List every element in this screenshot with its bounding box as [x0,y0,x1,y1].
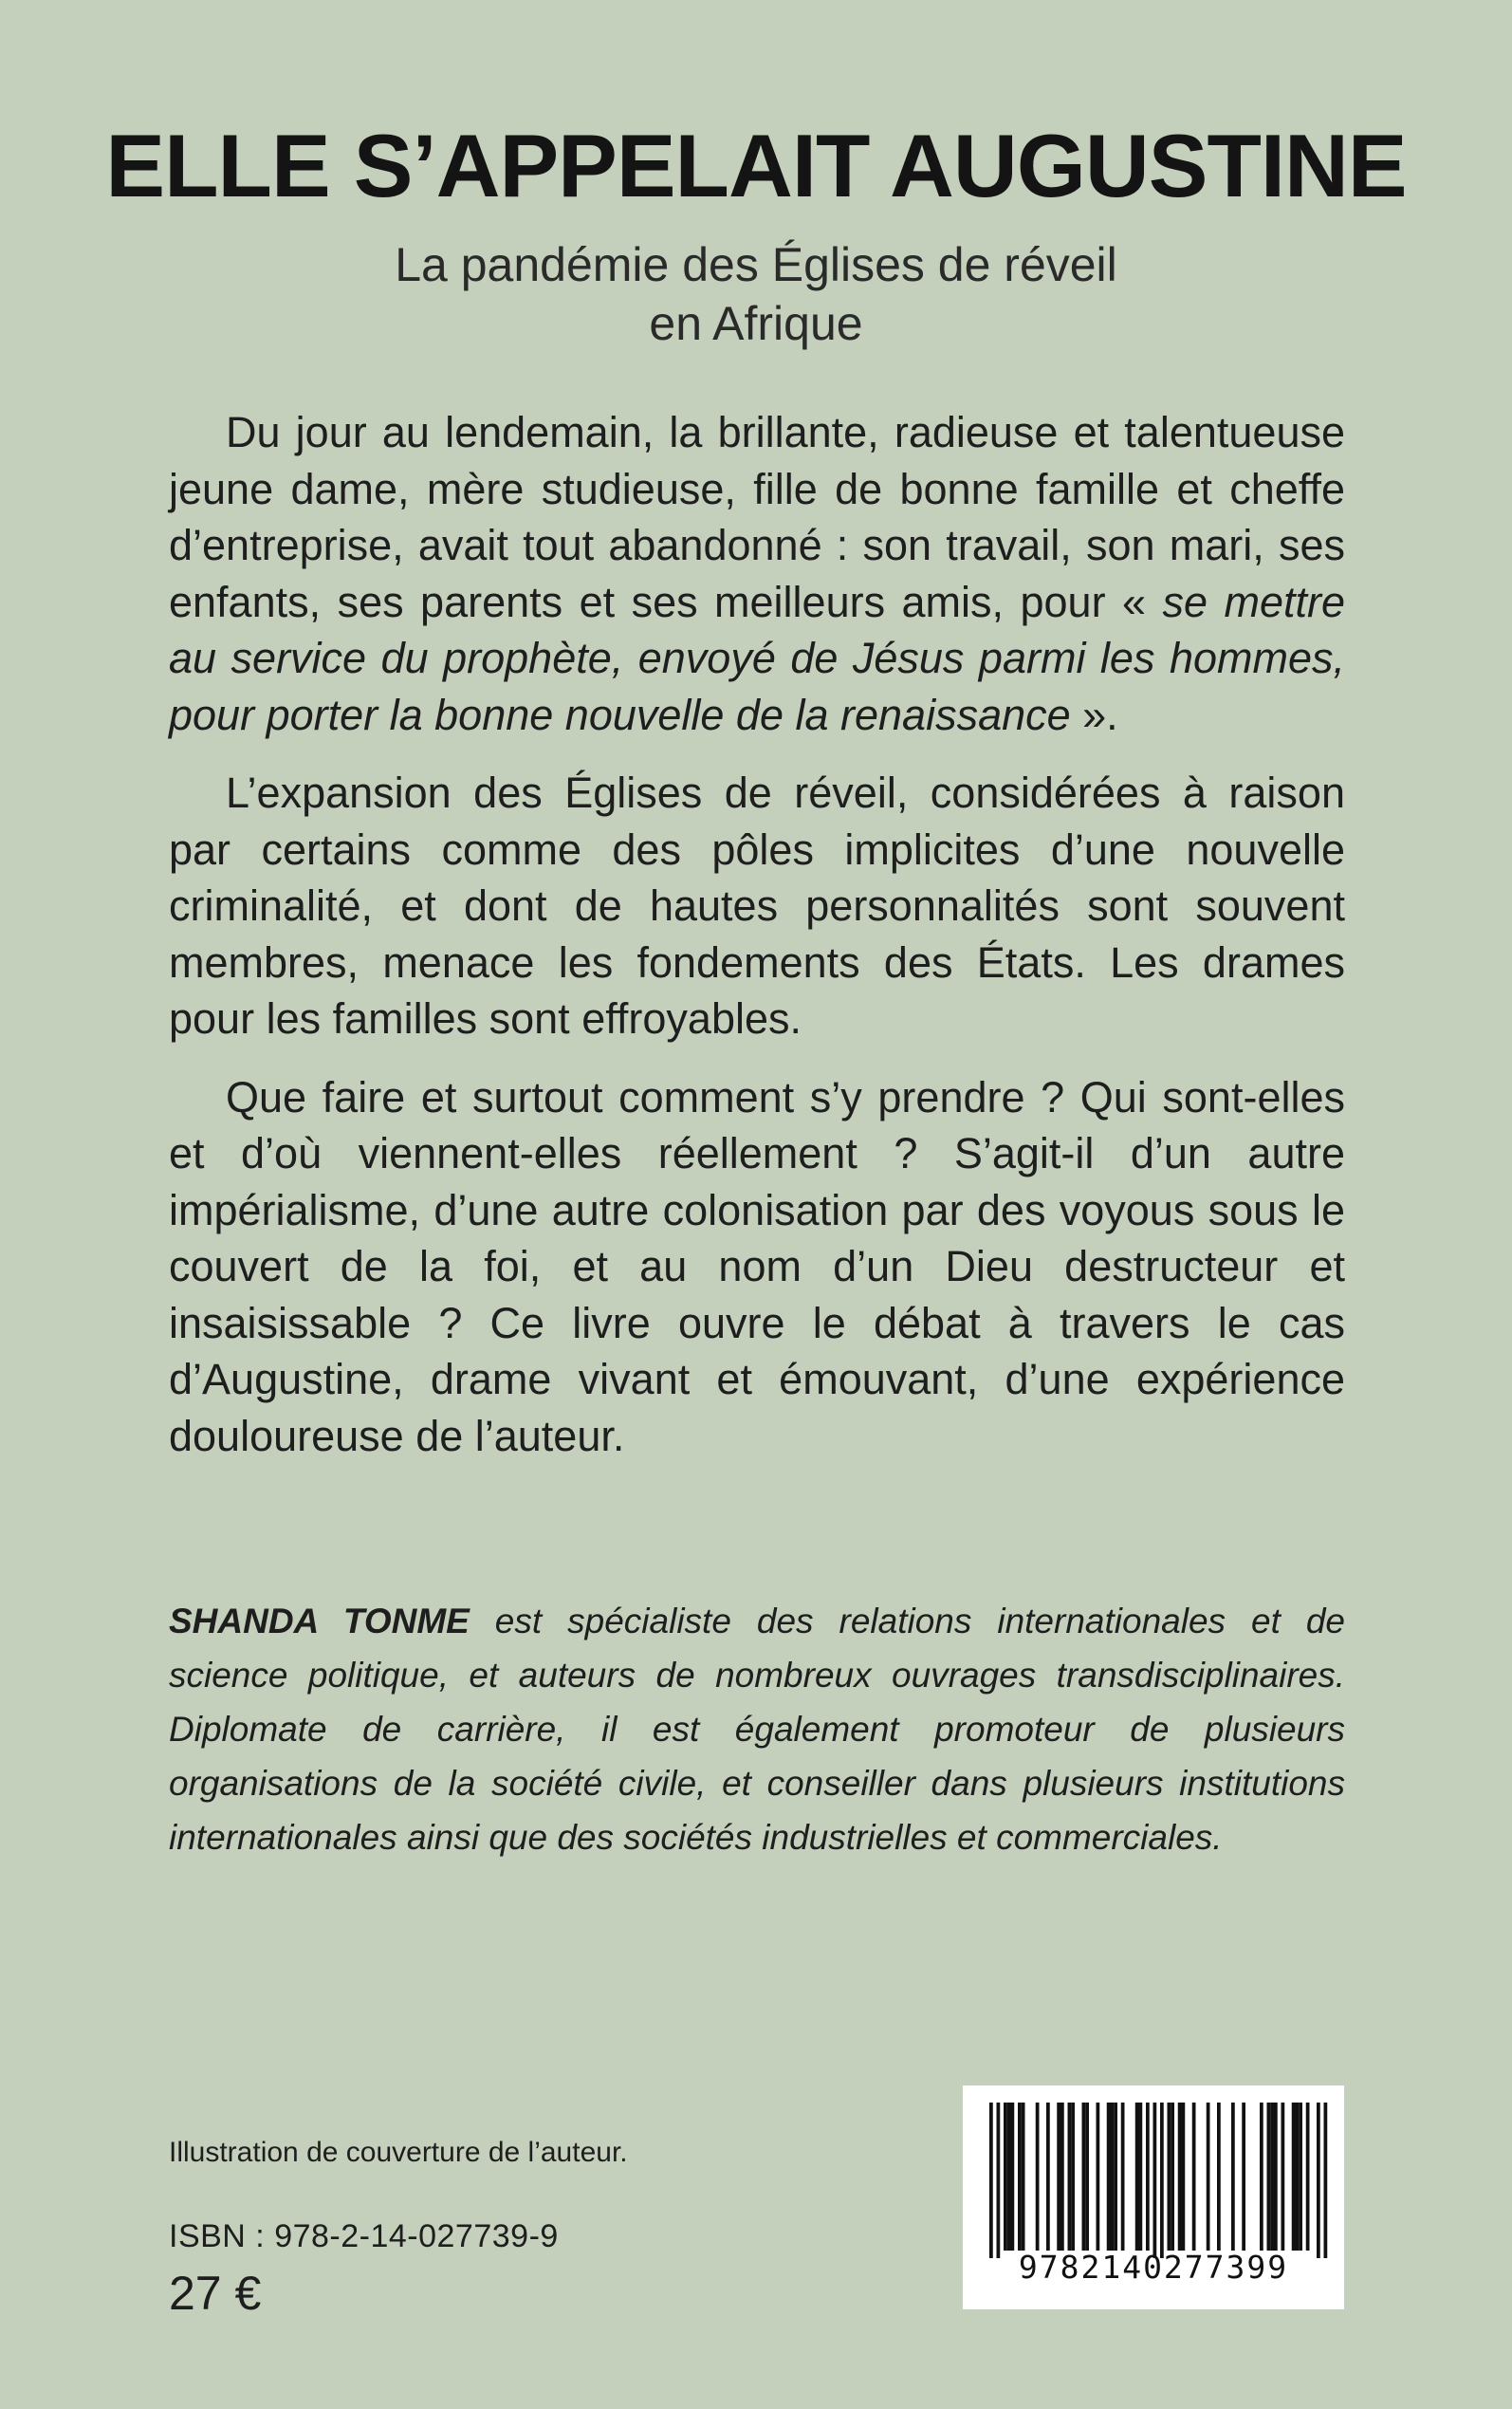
barcode-bar [1057,2103,1060,2251]
barcode-bar [1153,2103,1157,2258]
barcode-bar [1178,2103,1182,2251]
barcode-bar [1114,2103,1117,2251]
barcode-bar [1217,2103,1221,2251]
barcode-bar [1018,2103,1022,2251]
author-bio [169,1594,1345,1864]
barcode-bar [1282,2103,1285,2251]
barcode-bar [1097,2103,1100,2251]
blurb-quote: se mettre au service du prophète, envoyé de Jésus parmi les hommes, pour porter la bonne nouvelle de la renaissance [169,577,1346,739]
barcode-bar [1107,2103,1111,2251]
barcode-bar [1306,2103,1310,2251]
barcode-bar [1267,2103,1271,2251]
barcode-bar [1046,2103,1050,2251]
barcode-bar [1135,2103,1139,2251]
blurb-paragraph-2: L’expansion des Églises de réveil, considérées à raison par certains comme des pôles implicites d’une nouvelle criminalité, et dont de hautes personnalités sont souvent membres, menace les fondements des États. Les drames pour les familles sont effroyables. [169,769,1345,1043]
blurb-paragraph-3: Que faire et surtout comment s’y prendre ? Qui sont-elles et d’où viennent-elles réellement ? S’agit-il d’un autre impérialisme, d’une autre colonisation par des voyous sous le couvert de la foi, et au nom d’un Dieu destructeur et insaisissable ? Ce livre ouvre le débat à travers le cas d’Augustine, drame vivant et émouvant, d’une expérience douloureuse de l’auteur. [169,1072,1345,1460]
barcode-bar [1082,2103,1086,2251]
blurb-paragraph-1 [169,404,1345,743]
barcode-bar [1299,2103,1302,2251]
author-name: SHANDA TONME [169,1602,470,1640]
barcode-bar [997,2103,1001,2258]
barcode-bar [1060,2103,1064,2251]
barcode-bar [1324,2103,1328,2258]
barcode-bar [1182,2103,1186,2251]
barcode-bar [1242,2103,1245,2251]
isbn: ISBN : 978-2-14-027739-9 [169,2218,559,2254]
barcode-bar [1260,2103,1263,2251]
barcode-bar [1139,2103,1143,2251]
barcode-bar [1296,2103,1300,2251]
barcode-bar [1071,2103,1075,2251]
barcode-bar [1317,2103,1320,2258]
subtitle-line-2: en Afrique [649,297,863,350]
blurb-paragraph-1-end: ». [1070,690,1118,739]
barcode [963,2085,1344,2309]
barcode-bar [1111,2103,1115,2251]
barcode-bar [1011,2103,1015,2251]
barcode-bar [1231,2103,1235,2251]
subtitle-line-1: La pandémie des Églises de réveil [395,238,1117,291]
price: 27 € [169,2267,262,2320]
barcode-bar [1022,2103,1025,2251]
barcode-bar [1171,2103,1174,2251]
book-subtitle [0,235,1512,353]
barcode-bar [1292,2103,1296,2251]
barcode-bar [1270,2103,1274,2251]
back-cover-blurb [169,404,1345,1486]
barcode-bar [1192,2103,1196,2251]
barcode-digits: 9782140277399 [1018,2249,1289,2286]
barcode-bar [1207,2103,1210,2251]
barcode-bar [1036,2103,1040,2251]
barcode-bar [989,2103,993,2258]
barcode-bar [1121,2103,1125,2251]
barcode-bar [1168,2103,1171,2251]
book-title: ELLE S’APPELAIT AUGUSTINE [105,116,1407,215]
barcode-bar [1085,2103,1089,2251]
barcode-bar [1007,2103,1011,2251]
illustration-credit: Illustration de couverture de l’auteur. [169,2137,628,2168]
barcode-bar [1004,2103,1007,2251]
barcode-bar [1068,2103,1072,2251]
blurb-paragraph-1-text: Du jour au lendemain, la brillante, radieuse et talentueuse jeune dame, mère studieuse, fille de bonne famille et cheffe d’entreprise, avait tout abandonné : son travail, son mari, ses enfants, ses parents et ses meilleurs amis, pour « [169,408,1345,626]
barcode-bar [1146,2103,1150,2251]
barcode-bar [1274,2103,1278,2251]
author-bio-text: est spécialiste des relations internationales et de science politique, et auteurs de nombreux ouvrages transdisciplinaires. Diplomate de carrière, il est également promoteur de plusieurs organisations de la société civile, et conseiller dans plusieurs institutions internationales ainsi que des sociétés industrielles et commerciales. [169,1602,1345,1857]
barcode-bar [1160,2103,1164,2258]
